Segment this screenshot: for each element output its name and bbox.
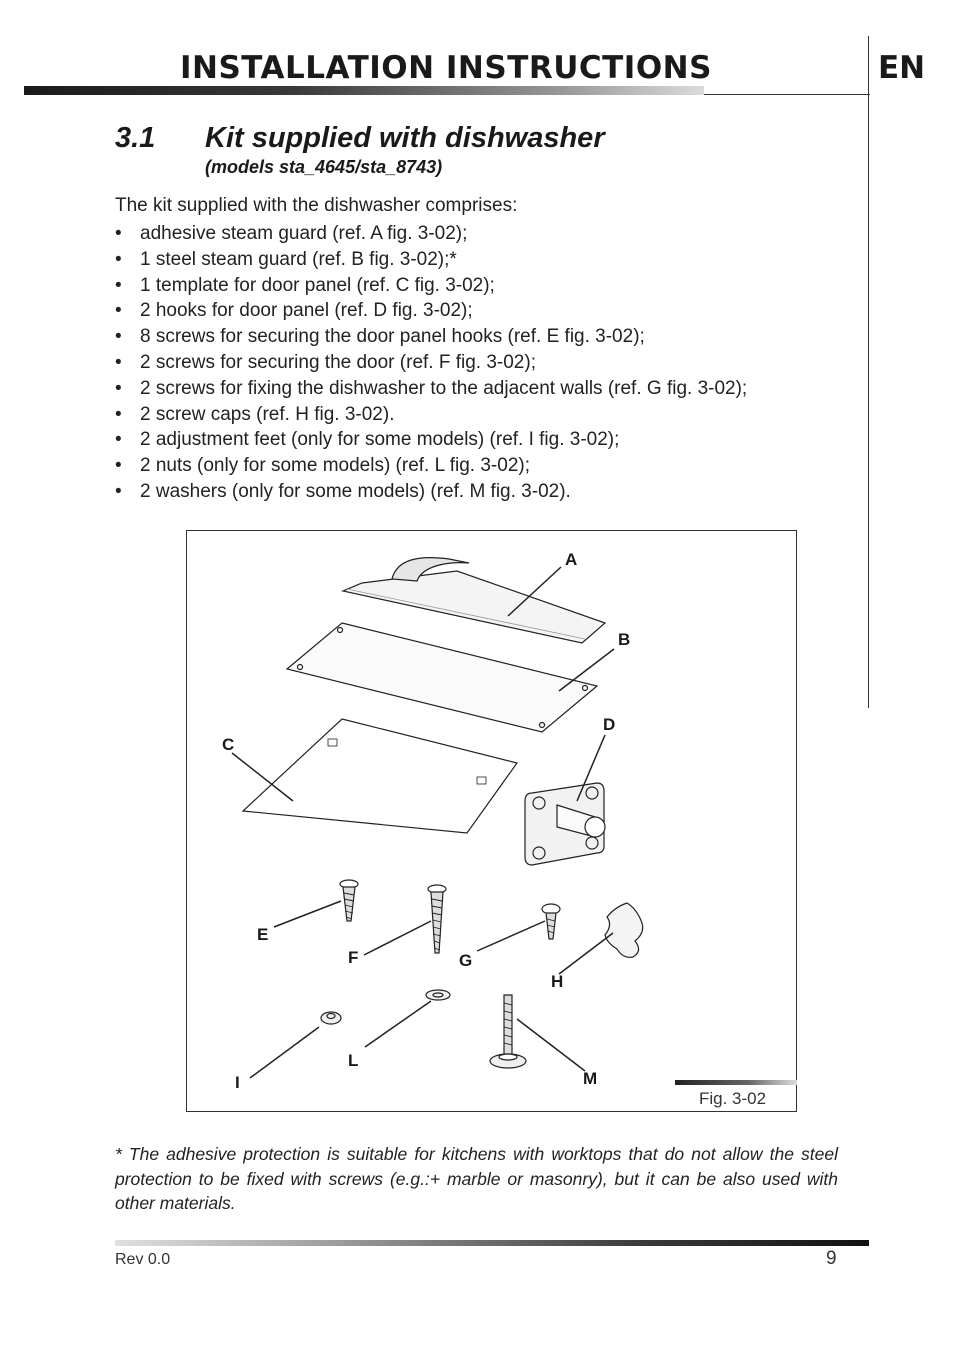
list-item <box>115 402 747 428</box>
list-item-text: 2 nuts (only for some models) (ref. L fig. 3-02); <box>140 455 531 477</box>
label-g: G <box>459 951 473 970</box>
bullet: • <box>115 480 122 502</box>
kit-items-list <box>115 221 747 505</box>
label-c: C <box>222 735 235 754</box>
adjustment-foot <box>490 995 526 1068</box>
list-item-text: 1 steel steam guard (ref. B fig. 3-02);* <box>140 248 457 270</box>
bullet: • <box>115 455 122 477</box>
footer-bar <box>115 1240 869 1246</box>
section-subtitle: (models sta_4645/sta_8743) <box>205 157 443 177</box>
language-code: EN <box>878 50 926 86</box>
bullet: • <box>115 377 122 399</box>
label-h: H <box>551 972 564 991</box>
header-bar <box>24 86 704 95</box>
list-item <box>115 427 747 453</box>
bullet: • <box>115 351 122 373</box>
page-header-title: INSTALLATION INSTRUCTIONS <box>180 50 712 86</box>
door-panel-template <box>243 719 517 833</box>
kit-figure <box>186 530 797 1112</box>
list-item <box>115 376 747 402</box>
label-m: M <box>583 1069 598 1088</box>
label-i: I <box>235 1073 240 1092</box>
list-item <box>115 221 747 247</box>
list-item <box>115 479 747 505</box>
figure-caption: Fig. 3-02 <box>699 1089 767 1108</box>
header-rule <box>704 94 870 95</box>
bullet: • <box>115 274 122 296</box>
label-e: E <box>257 925 269 944</box>
list-item-text: 2 adjustment feet (only for some models) (ref. I fig. 3-02); <box>140 429 620 451</box>
section-number: 3.1 <box>115 122 156 154</box>
list-item <box>115 453 747 479</box>
page-number: 9 <box>826 1248 837 1269</box>
bullet: • <box>115 248 122 270</box>
list-item-text: adhesive steam guard (ref. A fig. 3-02); <box>140 223 468 244</box>
label-d: D <box>603 715 616 734</box>
section-title: Kit supplied with dishwasher <box>205 122 605 154</box>
label-f: F <box>348 948 359 967</box>
list-item-text: 8 screws for securing the door panel hooks (ref. E fig. 3-02); <box>140 326 645 348</box>
screw-e <box>340 880 358 921</box>
list-item <box>115 350 747 376</box>
list-item-text: 2 screws for fixing the dishwasher to the adjacent walls (ref. G fig. 3-02); <box>140 377 748 399</box>
screw-cap <box>605 903 643 957</box>
footnote: * The adhesive protection is suitable for kitchens with worktops that do not allow the steel protection to be fixed with screws (e.g.:+ marble or masonry), but it can be also used with other materials. <box>115 1144 838 1213</box>
list-item-text: 2 screws for securing the door (ref. F fig. 3-02); <box>140 351 536 373</box>
list-item-text: 2 washers (only for some models) (ref. M fig. 3-02). <box>140 480 571 502</box>
figure-caption-bar <box>675 1080 797 1085</box>
bullet: • <box>115 403 122 425</box>
screw-f <box>428 885 446 953</box>
steel-steam-guard <box>287 623 597 732</box>
adhesive-steam-guard <box>343 558 605 643</box>
kit-illustration <box>187 531 798 1113</box>
bullet: • <box>115 429 122 451</box>
list-item-text: 1 template for door panel (ref. C fig. 3-02); <box>140 274 495 296</box>
bullet: • <box>115 223 122 244</box>
list-item <box>115 298 747 324</box>
list-item <box>115 273 747 299</box>
margin-vertical-rule <box>868 36 869 708</box>
revision-label: Rev 0.0 <box>115 1251 171 1268</box>
bullet: • <box>115 300 122 322</box>
washer <box>426 990 450 1000</box>
label-a: A <box>565 550 578 569</box>
list-item-text: 2 screw caps (ref. H fig. 3-02). <box>140 403 395 425</box>
list-item-text: 2 hooks for door panel (ref. D fig. 3-02); <box>140 300 473 322</box>
intro-text: The kit supplied with the dishwasher comprises: <box>115 195 518 216</box>
label-l: L <box>348 1051 359 1070</box>
door-panel-hook <box>525 783 605 865</box>
list-item <box>115 247 747 273</box>
label-b: B <box>618 630 631 649</box>
list-item <box>115 324 747 350</box>
bullet: • <box>115 326 122 348</box>
nut <box>321 1012 341 1024</box>
